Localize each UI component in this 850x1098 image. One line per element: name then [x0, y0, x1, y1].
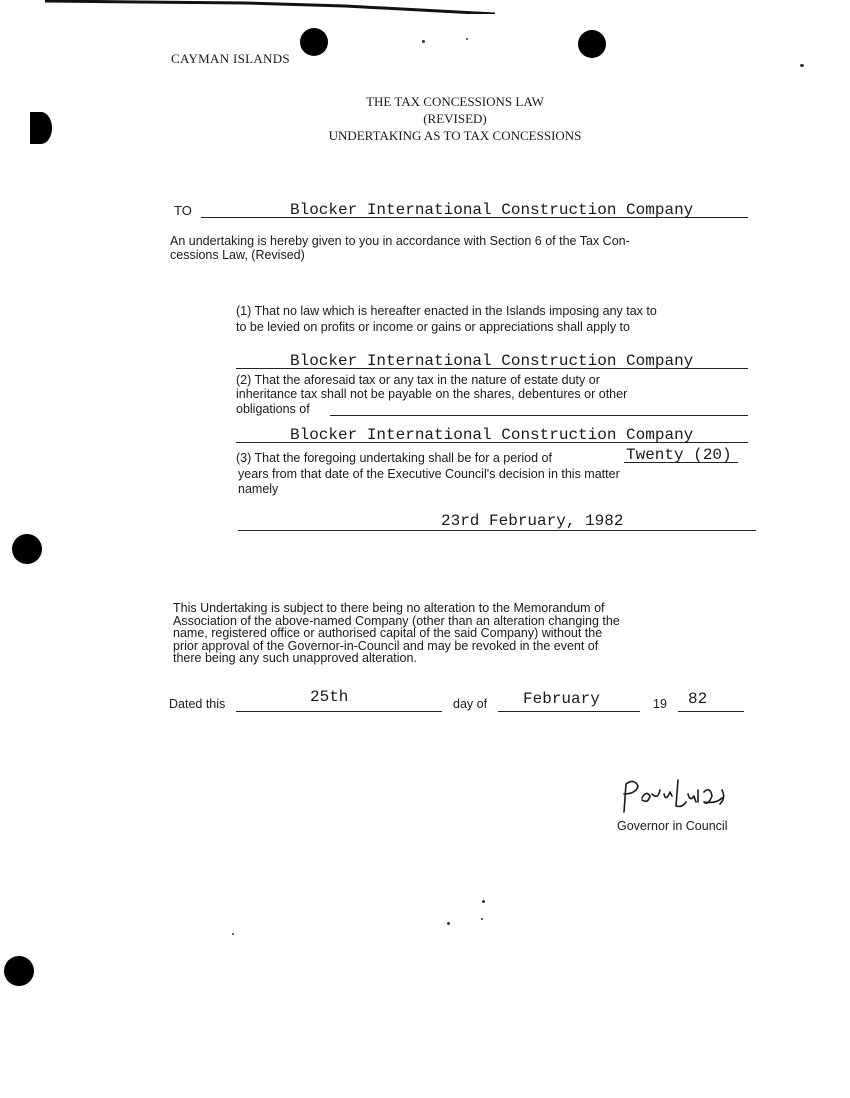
clause-2-line-1: (2) That the aforesaid tax or any tax in the nature of estate duty or	[236, 373, 600, 387]
speck	[232, 933, 234, 935]
jurisdiction-heading: CAYMAN ISLANDS	[171, 51, 290, 66]
law-title-block	[290, 93, 620, 144]
punch-hole-edge-bottom	[4, 956, 34, 986]
punch-hole-top-left	[300, 28, 328, 56]
clause-2-line-2: inheritance tax shall not be payable on the shares, debentures or other	[236, 387, 628, 401]
law-revised: (REVISED)	[423, 111, 487, 126]
law-title: THE TAX CONCESSIONS LAW	[366, 94, 544, 109]
decision-date-underline	[238, 530, 756, 531]
to-label: TO	[174, 203, 192, 218]
clause-1-line-1: (1) That no law which is hereafter enacted in the Islands imposing any tax to	[236, 304, 657, 318]
dated-day: 25th	[310, 688, 349, 706]
day-of-label: day of	[453, 697, 488, 711]
decision-date: 23rd February, 1982	[441, 512, 624, 530]
intro-line-1: An undertaking is hereby given to you in accordance with Section 6 of the Tax Con-	[170, 234, 630, 248]
punch-hole-edge-top	[30, 112, 52, 144]
speck	[466, 38, 468, 40]
condition-line-1: This Undertaking is subject to there being no alteration to the Memorandum of	[173, 601, 605, 615]
clause-3-line-2: years from that date of the Executive Council's decision in this matter	[238, 467, 620, 481]
speck	[447, 922, 450, 925]
undertaking-title: UNDERTAKING AS TO TAX CONCESSIONS	[328, 128, 582, 143]
clause-1	[236, 303, 756, 335]
condition-line-3: name, registered office or authorised capital of the said Company) without the	[173, 626, 603, 640]
dated-this-label: Dated this	[169, 697, 226, 711]
speck	[800, 64, 804, 67]
century-label: 19	[653, 697, 667, 711]
clause-3-line-1: (3) That the foregoing undertaking shall be for a period of	[236, 451, 552, 465]
clause-2-line-3: obligations of	[236, 402, 310, 416]
handwritten-signature	[612, 772, 752, 822]
speck	[482, 900, 485, 903]
clause-3-continued	[238, 467, 758, 497]
month-underline	[498, 711, 640, 712]
clause-3-period: Twenty (20)	[626, 446, 732, 464]
clause-3-line-3: namely	[238, 482, 279, 496]
addressee-name: Blocker International Construction Company	[290, 201, 694, 219]
clause-2-company: Blocker International Construction Company	[290, 426, 694, 444]
clause-2-obligations-underline	[330, 415, 748, 416]
dated-year: 82	[688, 690, 708, 708]
speck	[481, 918, 483, 920]
day-underline	[236, 711, 442, 712]
clause-1-company: Blocker International Construction Company	[290, 352, 694, 370]
condition-paragraph	[173, 602, 753, 665]
condition-line-4: prior approval of the Governor-in-Council and may be revoked in the event of	[173, 638, 599, 653]
dated-month: February	[523, 690, 600, 708]
intro-paragraph	[170, 234, 750, 262]
punch-hole-top-right	[578, 30, 606, 58]
governor-in-council-title: Governor in Council	[617, 819, 728, 833]
punch-hole-edge-middle	[12, 534, 42, 564]
condition-line-5: there being any such unapproved alteration.	[173, 651, 417, 665]
clause-2	[236, 373, 756, 401]
scan-edge-line	[45, 0, 495, 14]
condition-line-2: Association of the above-named Company (other than an alteration changing the	[173, 613, 620, 628]
intro-line-2: cessions Law, (Revised)	[170, 248, 305, 262]
speck	[422, 40, 425, 43]
clause-1-line-2: to be levied on profits or income or gains or appreciations shall apply to	[236, 320, 630, 334]
year-underline	[678, 711, 744, 712]
